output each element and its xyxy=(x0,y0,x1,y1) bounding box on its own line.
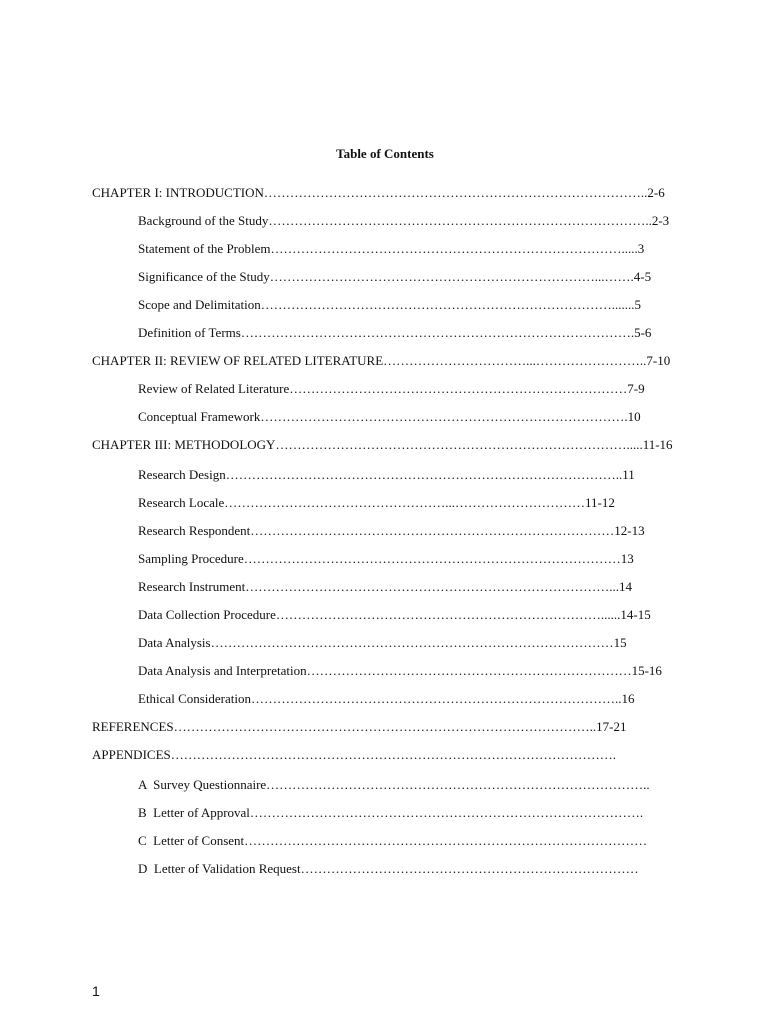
toc-title: Table of Contents xyxy=(336,146,434,161)
toc-entry-label: Conceptual Framework xyxy=(138,409,261,424)
toc-entry-leader-dots: …………………………………………………………………...……. xyxy=(269,269,634,284)
toc-entry xyxy=(92,436,673,454)
toc-entry-leader-dots: …………………………………………………………………………………….. xyxy=(173,719,597,734)
toc-entry-leader-dots: ………………………………………………………………… xyxy=(306,663,632,678)
toc-entry-pages: 15 xyxy=(613,635,627,650)
toc-entry-label: Data Collection Procedure xyxy=(138,607,276,622)
toc-entry xyxy=(92,718,661,736)
toc-entry-leader-dots: …………………………………………………………………………… xyxy=(243,551,621,566)
toc-entry xyxy=(138,522,654,540)
toc-entry-leader-dots: ………………………………………………………………………………… xyxy=(210,635,614,650)
toc-entry-label: CHAPTER I: INTRODUCTION xyxy=(92,185,264,200)
toc-entry-pages: 2-6 xyxy=(647,185,665,200)
toc-entry-label: C Letter of Consent xyxy=(138,833,245,848)
toc-entry-leader-dots: ………………………………………………………………………..... xyxy=(275,437,643,452)
toc-entry-leader-dots: ………………………………………………………………………....... xyxy=(260,297,635,312)
toc-entry-leader-dots: …………………………………………………………………………. xyxy=(260,409,628,424)
toc-entry xyxy=(138,494,660,512)
toc-entry-pages: 14-15 xyxy=(620,607,651,622)
toc-entry-label: A Survey Questionnaire xyxy=(138,777,267,792)
toc-entry-label: Research Instrument xyxy=(138,579,246,594)
toc-entry-label: Research Locale xyxy=(138,495,225,510)
toc-entry-label: Background of the Study xyxy=(138,213,269,228)
toc-entry-pages: 13 xyxy=(620,551,634,566)
toc-entry xyxy=(138,606,657,624)
toc-entry-leader-dots: ………………………………………………………………………….. xyxy=(251,691,622,706)
toc-entry-pages: 10 xyxy=(627,409,641,424)
toc-entry-label: REFERENCES xyxy=(92,719,174,734)
toc-entry-pages: 11-16 xyxy=(642,437,673,452)
toc-entry xyxy=(138,662,662,680)
toc-entry-label: Research Design xyxy=(138,467,226,482)
toc-entry-leader-dots: ……………………………………………………………………………….. xyxy=(225,467,623,482)
toc-entry-leader-dots: …………………………………………………………………………….. xyxy=(263,185,648,200)
toc-entry xyxy=(138,804,665,822)
toc-entry-label: Review of Related Literature xyxy=(138,381,290,396)
toc-entry-leader-dots: …………………………………………………………………… xyxy=(289,381,628,396)
toc-entry-pages: 5 xyxy=(634,297,642,312)
toc-entry-label: Sampling Procedure xyxy=(138,551,244,566)
toc-entry-label: Research Respondent xyxy=(138,523,251,538)
toc-entry-leader-dots: …………………………………………………………………………………………. xyxy=(170,747,616,762)
toc-entry-pages: 3 xyxy=(637,241,645,256)
toc-entry-pages: 4-5 xyxy=(633,269,652,284)
toc-entry-label: Data Analysis and Interpretation xyxy=(138,663,307,678)
toc-entry-pages: 7-9 xyxy=(627,381,645,396)
toc-entry-label: Statement of the Problem xyxy=(138,241,271,256)
toc-entry-pages: 14 xyxy=(618,579,632,594)
toc-entry xyxy=(92,184,664,202)
toc-entry-label: Data Analysis xyxy=(138,635,211,650)
toc-entry xyxy=(138,776,659,794)
toc-entry-pages: 12-13 xyxy=(614,523,645,538)
toc-entry xyxy=(138,324,660,342)
toc-entry-leader-dots: ………………………………………………………………………………… xyxy=(244,833,648,848)
toc-entry xyxy=(92,352,671,370)
toc-entry-leader-dots: …………………………………………………………………………….. xyxy=(266,777,650,792)
toc-entry xyxy=(138,380,654,398)
toc-entry xyxy=(138,212,670,230)
toc-entry-label: D Letter of Validation Request xyxy=(138,861,301,876)
toc-entry-leader-dots: …………………………………………………………………………….. xyxy=(268,213,652,228)
toc-entry-pages: 16 xyxy=(621,691,635,706)
toc-entry-leader-dots: ………………………………………………………………………..... xyxy=(270,241,638,256)
toc-entry-label: APPENDICES xyxy=(92,747,171,762)
toc-entry-leader-dots: ………………………………………………………………………………. xyxy=(249,805,644,820)
toc-entry xyxy=(138,408,650,426)
toc-entry xyxy=(138,832,662,850)
toc-entry-leader-dots: ………………………………………………………………………… xyxy=(250,523,615,538)
toc-entry xyxy=(138,634,649,652)
toc-entry xyxy=(138,550,643,568)
toc-entry-pages: 11 xyxy=(622,467,635,482)
toc-entry-pages: 11-12 xyxy=(585,495,615,510)
toc-entry-label: CHAPTER III: METHODOLOGY xyxy=(92,437,276,452)
toc-entry-pages: 15-16 xyxy=(631,663,662,678)
toc-entry-leader-dots: …………………………………………………………………...... xyxy=(275,607,621,622)
toc-entry-leader-dots: ……………………………………………...………………………… xyxy=(224,495,586,510)
toc-entry xyxy=(138,466,644,484)
toc-entry xyxy=(138,860,660,878)
toc-entry-label: CHAPTER II: REVIEW OF RELATED LITERATURE xyxy=(92,353,384,368)
page-number: 1 xyxy=(92,983,100,999)
toc-entry xyxy=(138,690,644,708)
toc-entry-label: Significance of the Study xyxy=(138,269,270,284)
toc-entry-label: Ethical Consideration xyxy=(138,691,252,706)
toc-entry-pages: 5-6 xyxy=(634,325,652,340)
toc-entry-pages: 17-21 xyxy=(596,719,627,734)
toc-entry-label: Scope and Delimitation xyxy=(138,297,261,312)
toc-entry xyxy=(138,578,642,596)
toc-entry-label: B Letter of Approval xyxy=(138,805,250,820)
toc-entry-leader-dots: ………………………………………………………………………………. xyxy=(240,325,635,340)
toc-entry-leader-dots: …………………………………………………………………… xyxy=(300,861,639,876)
toc-entry-label: Definition of Terms xyxy=(138,325,241,340)
toc-entry-leader-dots: ……………………………...…………………….. xyxy=(383,353,647,368)
toc-entry xyxy=(138,268,663,286)
toc-entry xyxy=(138,240,654,258)
toc-entry-pages: 2-3 xyxy=(651,213,670,228)
toc-entry-pages: 7-10 xyxy=(646,353,671,368)
toc-entry xyxy=(138,296,650,314)
toc-entry xyxy=(92,746,667,764)
toc-entry-leader-dots: …………………………………………………………………………... xyxy=(245,579,619,594)
